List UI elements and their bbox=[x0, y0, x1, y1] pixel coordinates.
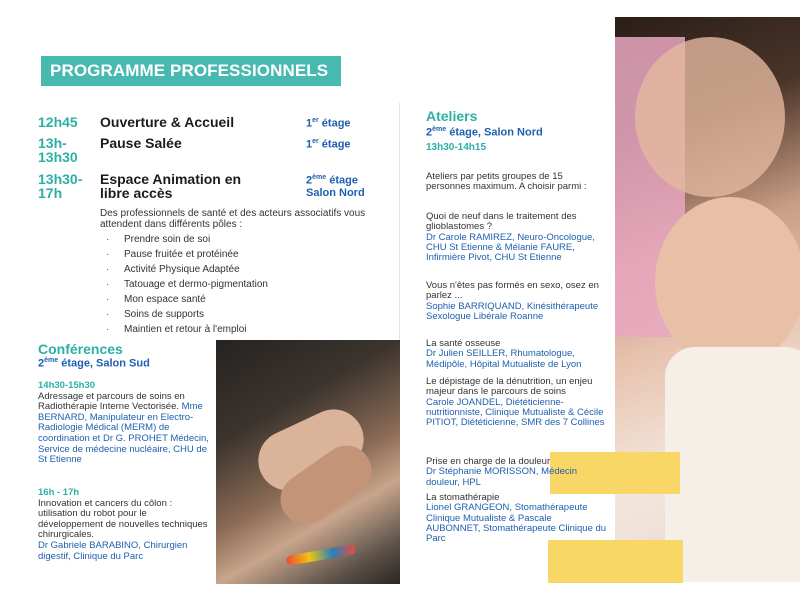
atelier-speakers: Dr Julien SEILLER, Rhumatologue, Médipôle, Hôpital Mutualiste de Lyon bbox=[426, 348, 582, 370]
schedule-floor: 1er étage bbox=[306, 138, 351, 151]
list-item: · Prendre soin de soi bbox=[106, 232, 346, 247]
atelier-speakers: Sophie BARRIQUAND, Kinésithérapeute Sexologue Libérale Roanne bbox=[426, 300, 599, 322]
list-item: · Soins de supports bbox=[106, 307, 346, 322]
atelier-topic: Le dépistage de la dénutrition, un enjeu majeur dans le parcours de soins bbox=[426, 376, 593, 398]
schedule-floor: 1er étage bbox=[306, 117, 351, 130]
schedule-floor: 2ème étage Salon Nord bbox=[306, 174, 365, 199]
conference-item bbox=[38, 488, 213, 562]
conference-description: Adressage et parcours de soins en Radiothérapie Interne Vectorisée. Mme BERNARD, Manipulateur en Electro-Radiologie Médical (MERM) de coordination et Dr G. PROHET Médecin, Service de médecine nucléaire, CHU de St Etienne bbox=[38, 390, 209, 466]
atelier-speakers: Dr Stéphanie MORISSON, Médecin douleur, HPL bbox=[426, 466, 578, 488]
atelier-item bbox=[426, 377, 608, 428]
atelier-item bbox=[426, 457, 608, 488]
atelier-topic: Vous n'êtes pas formés en sexo, osez en parlez ... bbox=[426, 280, 599, 302]
list-item: · Pause fruitée et protéinée bbox=[106, 247, 346, 262]
ateliers-intro: Ateliers par petits groupes de 15 personnes maximum. A choisir parmi : bbox=[426, 171, 587, 193]
atelier-speakers: Dr Carole RAMIREZ, Neuro-Oncologue, CHU St Etienne & Mélanie FAURE, Infirmière Pivot, CHU St Etienne bbox=[426, 231, 595, 264]
atelier-topic: Prise en charge de la douleur bbox=[426, 456, 551, 467]
atelier-speakers: Carole JOANDEL, Diététicienne-nutritionniste, Clinique Mutualiste & Cécile PITIOT, Diététicienne, SMR des 7 Collines bbox=[426, 396, 605, 429]
women-embrace-photo bbox=[615, 17, 800, 582]
schedule-label: Ouverture & Accueil bbox=[100, 114, 235, 130]
page-title: PROGRAMME PROFESSIONNELS bbox=[41, 56, 341, 86]
atelier-item bbox=[426, 281, 608, 322]
list-item: · Tatouage et dermo-pigmentation bbox=[106, 277, 346, 292]
schedule-time: 13h- 13h30 bbox=[38, 135, 78, 165]
schedule-time: 12h45 bbox=[38, 114, 78, 130]
schedule-time: 13h30- 17h bbox=[38, 171, 83, 201]
atelier-topic: La stomathérapie bbox=[426, 492, 500, 503]
ateliers-heading: Ateliers bbox=[426, 108, 478, 124]
list-item: · Maintien et retour à l'emploi bbox=[106, 322, 346, 337]
conference-item bbox=[38, 381, 213, 466]
conferences-floor: 2ème étage, Salon Sud bbox=[38, 357, 150, 370]
atelier-item bbox=[426, 493, 608, 544]
yellow-accent-block bbox=[548, 540, 683, 583]
schedule-label: Espace Animation en libre accès bbox=[100, 171, 242, 201]
atelier-item bbox=[426, 212, 608, 263]
conference-description: Innovation et cancers du côlon : utilisation du robot pour le développement de nouvelles techniques chirurgicales. bbox=[38, 497, 208, 541]
conference-speakers: Dr Gabriele BARABINO, Chirurgien digestif, Clinique du Parc bbox=[38, 539, 188, 562]
ateliers-floor: 2ème étage, Salon Nord bbox=[426, 126, 543, 139]
atelier-speakers: Lionel GRANGEON, Stomathérapeute Clinique Mutualiste & Pascale AUBONNET, Stomathérapeute Clinique du Parc bbox=[426, 502, 607, 545]
ateliers-time: 13h30-14h15 bbox=[426, 142, 487, 153]
schedule-label: Pause Salée bbox=[100, 135, 182, 151]
holding-hands-photo bbox=[216, 340, 400, 584]
conference-time: 14h30-15h30 bbox=[38, 380, 96, 391]
atelier-item bbox=[426, 339, 608, 370]
atelier-topic: Quoi de neuf dans le traitement des glioblastomes ? bbox=[426, 211, 577, 233]
pole-list bbox=[106, 232, 346, 337]
conferences-heading: Conférences bbox=[38, 341, 123, 357]
list-item: · Mon espace santé bbox=[106, 292, 346, 307]
list-item: · Activité Physique Adaptée bbox=[106, 262, 346, 277]
animation-intro: Des professionnels de santé et des acteurs associatifs vous attendent dans différents pôles : bbox=[100, 208, 366, 230]
atelier-topic: La santé osseuse bbox=[426, 338, 501, 349]
conference-time: 16h - 17h bbox=[38, 487, 80, 498]
